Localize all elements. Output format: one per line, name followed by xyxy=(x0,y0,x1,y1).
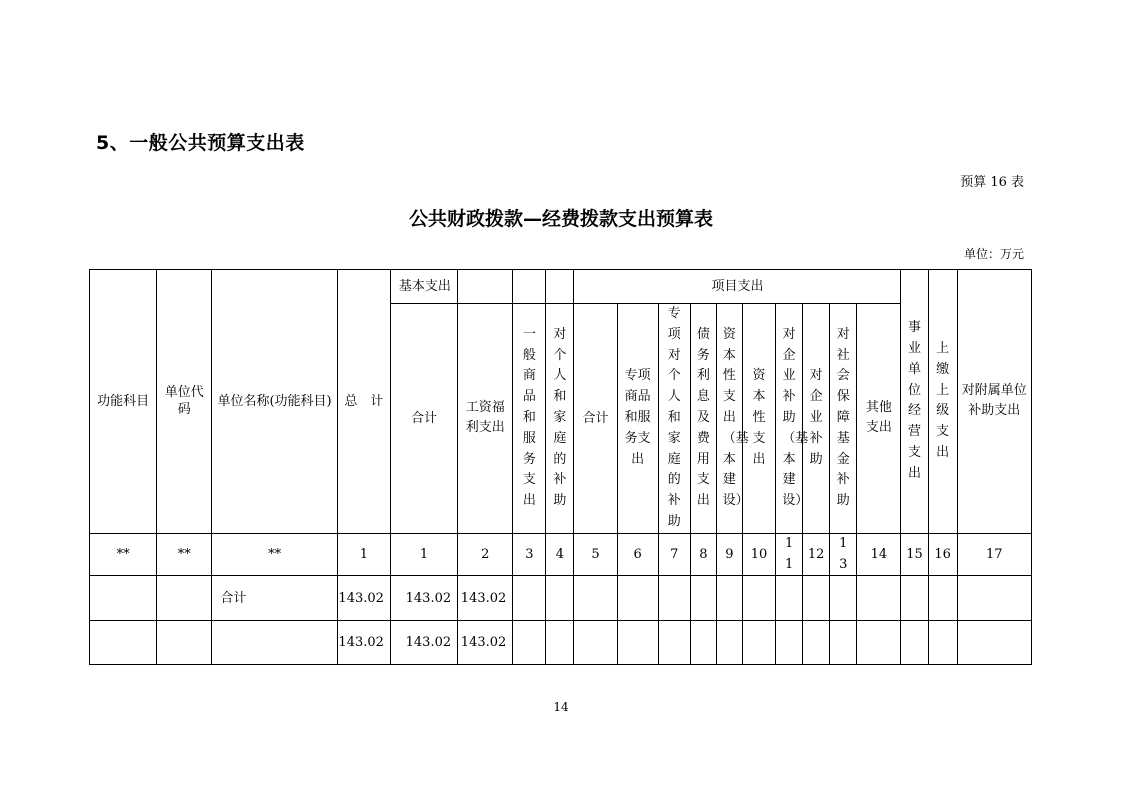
table-number: 预算 16 表 xyxy=(960,175,1024,190)
index-cell: 3 xyxy=(513,533,546,576)
header-basic-blank-2 xyxy=(513,270,546,304)
header-unit-name: 单位名称(功能科目) xyxy=(212,270,337,534)
budget-table xyxy=(89,269,1032,665)
index-cell: 17 xyxy=(957,533,1031,576)
cell-empty xyxy=(776,576,803,621)
index-cell: 15 xyxy=(901,533,928,576)
cell-empty xyxy=(574,621,617,665)
cell-empty xyxy=(658,621,690,665)
cell-total: 143.02 xyxy=(337,576,390,621)
header-remit-upper: 上缴上级支出 xyxy=(928,270,957,534)
index-cell: ** xyxy=(212,533,337,576)
cell-name xyxy=(212,621,337,665)
header-row-1 xyxy=(90,270,1032,304)
cell-empty xyxy=(513,621,546,665)
header-wages: 工资福利支出 xyxy=(458,304,513,534)
index-cell: 11 xyxy=(776,533,803,576)
table-title: 公共财政拨款—经费拨款支出预算表 xyxy=(408,208,713,230)
header-unit-code: 单位代码 xyxy=(157,270,212,534)
header-enterprise: 对企业补助 xyxy=(803,304,830,534)
cell-empty xyxy=(928,621,957,665)
header-business-unit: 事业单位经营支出 xyxy=(901,270,928,534)
cell-empty xyxy=(901,621,928,665)
cell-empty xyxy=(857,576,901,621)
cell-code xyxy=(157,576,212,621)
index-cell: 12 xyxy=(803,533,830,576)
cell-empty xyxy=(901,576,928,621)
cell-empty xyxy=(830,576,857,621)
index-cell: 2 xyxy=(458,533,513,576)
cell-wages: 143.02 xyxy=(458,576,513,621)
header-proj-total: 合计 xyxy=(574,304,617,534)
cell-empty xyxy=(857,621,901,665)
index-cell: 5 xyxy=(574,533,617,576)
index-cell: 16 xyxy=(928,533,957,576)
cell-empty xyxy=(803,621,830,665)
cell-empty xyxy=(742,621,775,665)
index-cell: 1 xyxy=(390,533,457,576)
cell-empty xyxy=(658,576,690,621)
header-basic-blank-3 xyxy=(546,270,574,304)
cell-empty xyxy=(617,576,658,621)
header-general-goods: 一般商品和服务支出 xyxy=(513,304,546,534)
header-capital: 资本性支出 xyxy=(742,304,775,534)
cell-empty xyxy=(574,576,617,621)
header-basic-total: 合计 xyxy=(390,304,457,534)
header-basic-expense: 基本支出 xyxy=(390,270,457,304)
cell-basic-total: 143.02 xyxy=(390,621,457,665)
cell-empty xyxy=(957,576,1031,621)
cell-func xyxy=(90,621,157,665)
header-social-security: 对社会保障基金补助 xyxy=(830,304,857,534)
unit-label: 单位：万元 xyxy=(963,247,1024,261)
cell-empty xyxy=(716,621,742,665)
index-cell: 7 xyxy=(658,533,690,576)
cell-func xyxy=(90,576,157,621)
header-special-goods: 专项商品和服务支出 xyxy=(617,304,658,534)
index-cell: 14 xyxy=(857,533,901,576)
cell-wages: 143.02 xyxy=(458,621,513,665)
header-debt-interest: 债务利息及费用支出 xyxy=(690,304,716,534)
index-cell: 13 xyxy=(830,533,857,576)
cell-empty xyxy=(690,576,716,621)
cell-name: 合计 xyxy=(212,576,337,621)
index-cell: 1 xyxy=(337,533,390,576)
table-row xyxy=(90,621,1032,665)
cell-basic-total: 143.02 xyxy=(390,576,457,621)
header-individual-subsidy: 对个人和家庭的补助 xyxy=(546,304,574,534)
cell-empty xyxy=(546,576,574,621)
cell-empty xyxy=(742,576,775,621)
header-capital-basic: 资本性支出（基本建设） xyxy=(716,304,742,534)
cell-empty xyxy=(716,576,742,621)
index-cell: 4 xyxy=(546,533,574,576)
cell-empty xyxy=(546,621,574,665)
cell-total: 143.02 xyxy=(337,621,390,665)
header-func-subject: 功能科目 xyxy=(90,270,157,534)
cell-empty xyxy=(776,621,803,665)
index-cell: 10 xyxy=(742,533,775,576)
cell-empty xyxy=(830,621,857,665)
header-other: 其他支出 xyxy=(857,304,901,534)
header-proj-individual: 专项对个人和家庭的补助 xyxy=(658,304,690,534)
index-row xyxy=(90,533,1032,576)
cell-empty xyxy=(513,576,546,621)
index-cell: ** xyxy=(157,533,212,576)
index-cell: 6 xyxy=(617,533,658,576)
section-heading: 5、一般公共预算支出表 xyxy=(96,132,305,154)
cell-empty xyxy=(928,576,957,621)
header-enterprise-basic: 对企业补助（基本建设） xyxy=(776,304,803,534)
index-cell: 8 xyxy=(690,533,716,576)
header-affiliate-subsidy: 对附属单位补助支出 xyxy=(957,270,1031,534)
index-cell: ** xyxy=(90,533,157,576)
page-number: 14 xyxy=(553,700,569,714)
table-row xyxy=(90,576,1032,621)
cell-empty xyxy=(803,576,830,621)
cell-empty xyxy=(957,621,1031,665)
cell-empty xyxy=(690,621,716,665)
cell-code xyxy=(157,621,212,665)
cell-empty xyxy=(617,621,658,665)
header-project-expense: 项目支出 xyxy=(574,270,901,304)
header-basic-blank xyxy=(458,270,513,304)
header-total: 总 计 xyxy=(337,270,390,534)
index-cell: 9 xyxy=(716,533,742,576)
